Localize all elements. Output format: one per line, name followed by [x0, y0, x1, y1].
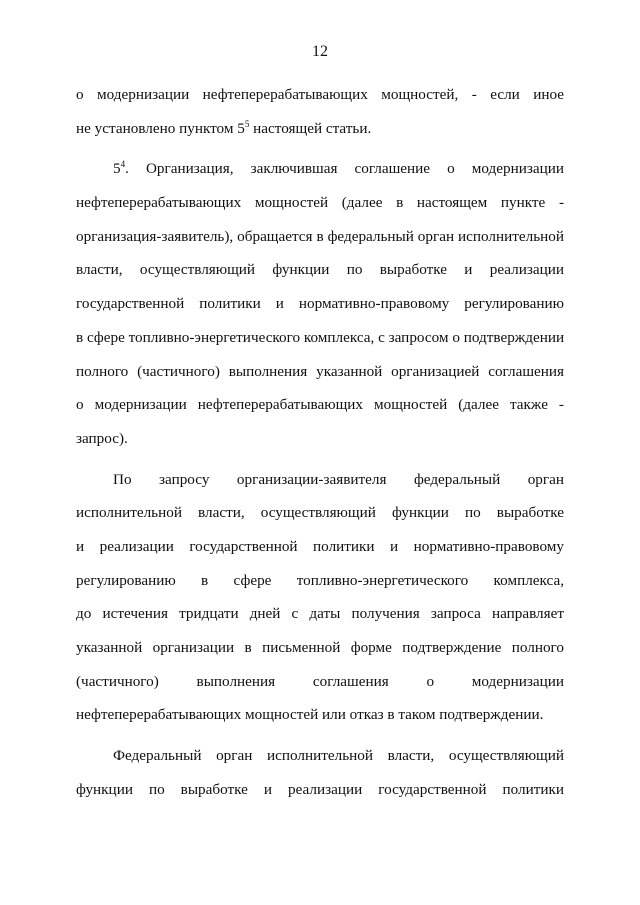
text-line: и реализации государственной политики и нормативно-правовому	[76, 537, 564, 555]
text-line: до истечения тридцати дней с даты получения запроса направляет	[76, 605, 564, 623]
text-line: регулированию в сфере топливно-энергетического комплекса,	[76, 571, 564, 589]
text-line: нефтеперерабатывающих мощностей (далее в настоящем пункте -	[76, 194, 564, 212]
text-line: власти, осуществляющий функции по выработке и реализации	[76, 261, 564, 279]
text-line: нефтеперерабатывающих мощностей или отказ в таком подтверждении.	[76, 706, 544, 724]
text-line: функции по выработке и реализации государственной политики	[76, 780, 564, 798]
superscript: 4	[120, 159, 126, 170]
superscript: 5	[244, 118, 250, 129]
text-line: о модернизации нефтеперерабатывающих мощностей (далее также -	[76, 396, 564, 414]
text-fragment: . Организация, заключившая соглашение о модернизации	[125, 160, 564, 178]
text-line: По запросу организации-заявителя федеральный орган	[113, 470, 564, 488]
page-number: 12	[312, 43, 328, 60]
text-line	[76, 112, 564, 146]
text-line: указанной организации в письменной форме подтверждение полного	[76, 639, 564, 656]
text-line: организация-заявитель), обращается в федеральный орган исполнительной	[76, 227, 564, 245]
text-line: государственной политики и нормативно-правовому регулированию	[76, 295, 564, 313]
text-line: запрос).	[76, 429, 128, 447]
text-fragment: настоящей статьи.	[249, 119, 372, 137]
clause-number: 5	[113, 160, 121, 178]
text-line: в сфере топливно-энергетического комплекса, с запросом о подтверждении	[76, 328, 565, 346]
text-line: Федеральный орган исполнительной власти, осуществляющий	[113, 747, 564, 765]
text-line	[76, 152, 564, 186]
document-body	[76, 78, 564, 806]
text-line: исполнительной власти, осуществляющий функции по выработке	[76, 504, 564, 522]
text-fragment: не установлено пунктом 5	[76, 119, 245, 137]
text-line: полного (частичного) выполнения указанной организацией соглашения	[76, 362, 564, 380]
paragraph-clause-5-4	[76, 152, 564, 455]
text-line: о модернизации нефтеперерабатывающих мощностей, - если иное	[76, 86, 564, 103]
paragraph-continuation	[76, 78, 564, 145]
paragraph-request-response	[76, 463, 564, 733]
text-line: (частичного) выполнения соглашения о модернизации	[76, 672, 564, 690]
paragraph-federal-body	[76, 739, 564, 806]
